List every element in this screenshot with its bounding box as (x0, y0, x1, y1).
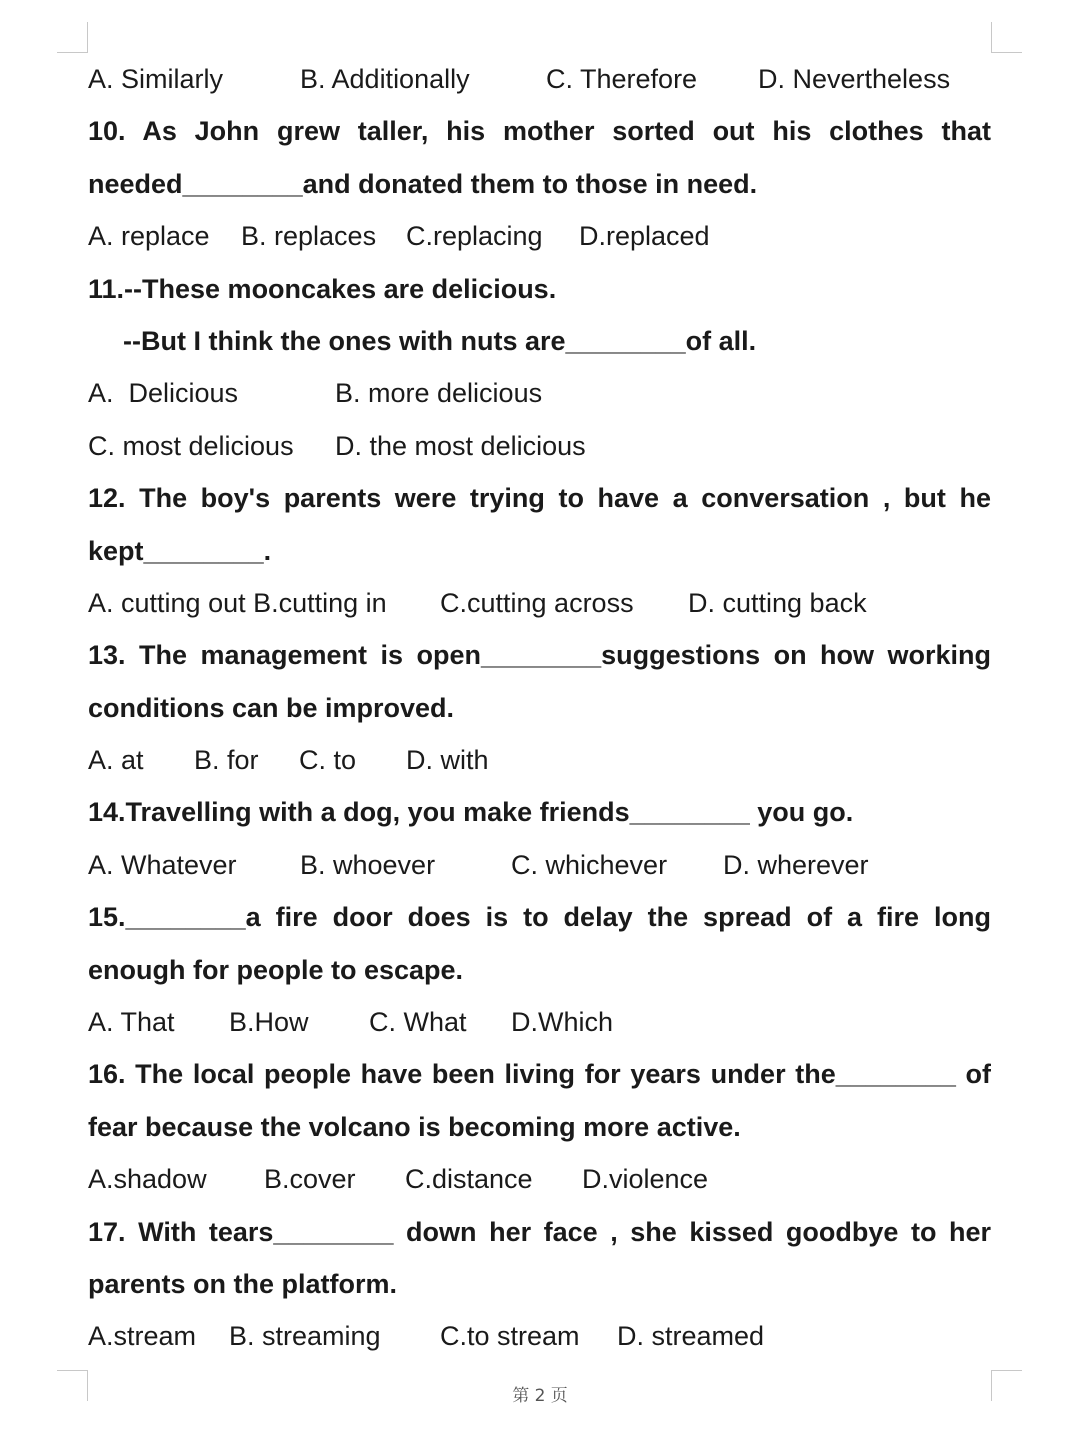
q15-stem-line2: enough for people to escape. (88, 954, 464, 985)
q12-stem-line2: kept________. (88, 535, 272, 566)
q17-stem-line1: 17. With tears________ down her face , she kissed goodbye to her (88, 1216, 991, 1247)
q15-option-d: D.Which (511, 1007, 614, 1038)
q13-option-a: A. at (88, 745, 144, 776)
q11-option-d: D. the most delicious (335, 430, 586, 461)
q10-option-a: A. replace (88, 221, 210, 252)
q11-stem-line2: --But I think the ones with nuts are________of all. (123, 325, 757, 356)
q9-options (88, 53, 991, 105)
q16-option-b: B.cover (264, 1164, 356, 1195)
q11-option-b: B. more delicious (335, 378, 543, 409)
q9-option-c: C. Therefore (546, 64, 698, 94)
q17-option-d: D. streamed (617, 1321, 765, 1352)
q16-stem-line1: 16. The local people have been living for years under the________ of (88, 1059, 991, 1090)
q15-stem-line1: 15.________a fire door does is to delay the spread of a fire long (88, 902, 991, 933)
q12-option-d: D. cutting back (688, 587, 867, 618)
q10-stem-line1: 10. As John grew taller, his mother sorted out his clothes that (88, 116, 991, 147)
q13-options (88, 734, 991, 786)
q9-option-b: B. Additionally (300, 64, 470, 94)
page-number: 第 2 页 (512, 1386, 568, 1406)
q14-option-a: A. Whatever (88, 849, 237, 880)
q10-option-c: C.replacing (406, 221, 543, 252)
q11-stem-line1: 11.--These mooncakes are delicious. (88, 273, 557, 304)
q17-stem-line2: parents on the platform. (88, 1268, 398, 1299)
q16-options (88, 1153, 991, 1205)
q13-stem-line1: 13. The management is open________suggestions on how working (88, 640, 991, 671)
q11-option-a: A. Delicious (88, 378, 239, 409)
q12-option-ab: A. cutting out B.cutting in (88, 587, 387, 618)
q16-stem-line2: fear because the volcano is becoming more active. (88, 1111, 741, 1142)
q11-options-row2 (88, 420, 991, 472)
q17-options (88, 1310, 991, 1362)
q15-option-b: B.How (229, 1007, 309, 1038)
q13-option-c: C. to (299, 745, 357, 776)
q17-option-b: B. streaming (229, 1321, 381, 1352)
crop-mark-top-right (991, 22, 1022, 53)
q10-options (88, 210, 991, 262)
q10-option-d: D.replaced (579, 221, 710, 252)
q12-stem-line1: 12. The boy's parents were trying to have a conversation , but he (88, 483, 991, 514)
q14-option-b: B. whoever (300, 849, 436, 880)
q16-option-c: C.distance (405, 1164, 533, 1195)
q15-options (88, 996, 991, 1048)
q12-options (88, 577, 991, 629)
q14-option-d: D. wherever (723, 849, 869, 880)
q14-option-c: C. whichever (511, 849, 668, 880)
q17-option-a: A.stream (88, 1321, 197, 1352)
q16-option-a: A.shadow (88, 1164, 207, 1195)
q9-option-a: A. Similarly (88, 64, 224, 94)
q11-option-c: C. most delicious (88, 430, 294, 461)
q15-option-a: A. That (88, 1007, 175, 1038)
q13-option-b: B. for (194, 745, 259, 776)
q11-options-row1 (88, 367, 991, 419)
page-content (88, 53, 991, 1363)
q14-options (88, 839, 991, 891)
q13-stem-line2: conditions can be improved. (88, 692, 455, 723)
q10-stem-line2: needed________and donated them to those in need. (88, 168, 758, 199)
q15-option-c: C. What (369, 1007, 467, 1038)
q14-stem-line1: 14.Travelling with a dog, you make friends________ you go. (88, 797, 854, 828)
q17-option-c: C.to stream (440, 1321, 580, 1352)
crop-mark-top-left (57, 22, 88, 53)
q13-option-d: D. with (406, 745, 489, 776)
q16-option-d: D.violence (582, 1164, 709, 1195)
q9-option-d: D. Nevertheless (758, 64, 951, 94)
q12-option-c: C.cutting across (440, 587, 634, 618)
q10-option-b: B. replaces (241, 221, 377, 252)
